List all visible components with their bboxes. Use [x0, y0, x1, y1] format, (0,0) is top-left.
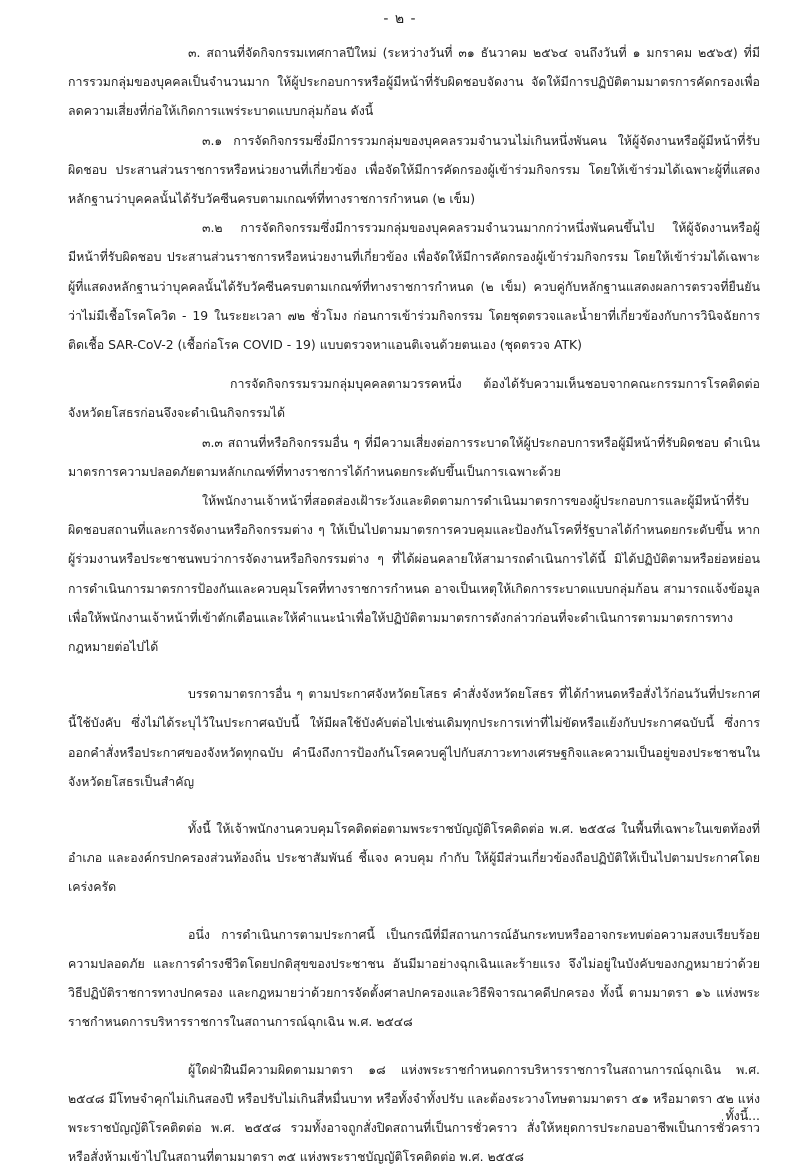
paragraph-approval: การจัดกิจกรรมรวมกลุ่มบุคคลตามวรรคหนึ่ง ต้องได้รับความเห็นชอบจากคณะกรรมการโรคติดต่อจังหวัดยโสธรก่อนจึงจะดำเนินกิจกรรมได้ — [68, 369, 760, 427]
document-body — [68, 38, 760, 1171]
paragraph-enforcement: ทั้งนี้ ให้เจ้าพนักงานควบคุมโรคติดต่อตามพระราชบัญญัติโรคติดต่อ พ.ศ. ๒๕๕๘ ในพื้นที่เฉพาะในเขตท้องที่อำเภอ และองค์กรปกครองส่วนท้องถิ่น ประชาสัมพันธ์ ชี้แจง ควบคุม กำกับ ให้ผู้มีส่วนเกี่ยวข้องถือปฏิบัติให้เป็นไปตามประกาศโดยเคร่งครัด — [68, 814, 760, 902]
paragraph-other-measures: บรรดามาตรการอื่น ๆ ตามประกาศจังหวัดยโสธร คำสั่งจังหวัดยโสธร ที่ได้กำหนดหรือสั่งไว้ก่อนวันที่ประกาศนี้ใช้บังคับ ซึ่งไม่ได้ระบุไว้ในประกาศฉบับนี้ ให้มีผลใช้บังคับต่อไปเช่นเดิมทุกประการเท่าที่ไม่ขัดหรือแย้งกับประกาศฉบับนี้ ซึ่งการออกคำสั่งหรือประกาศของจังหวัดทุกฉบับ คำนึงถึงการป้องกันโรคควบคู่ไปกับสภาวะทางเศรษฐกิจและความเป็นอยู่ของประชาชนในจังหวัดยโสธรเป็นสำคัญ — [68, 679, 760, 796]
paragraph-item-3-3: ๓.๓ สถานที่หรือกิจกรรมอื่น ๆ ที่มีความเสี่ยงต่อการระบาดให้ผู้ประกอบการหรือผู้มีหน้าที่รับผิดชอบ ดำเนินมาตรการความปลอดภัยตามหลักเกณฑ์ที่ทางราชการได้กำหนดยกระดับขึ้นเป็นการเฉพาะด้วย — [68, 428, 760, 486]
continuation-marker: ทั้งนี้... — [725, 1107, 760, 1126]
paragraph-penalty: ผู้ใดฝ่าฝืนมีความผิดตามมาตรา ๑๘ แห่งพระราชกำหนดการบริหารราชการในสถานการณ์ฉุกเฉิน พ.ศ. ๒๕๔๘ มีโทษจำคุกไม่เกินสองปี หรือปรับไม่เกินสี่หมื่นบาท หรือทั้งจำทั้งปรับ และต้องระวางโทษตามมาตรา ๕๑ หรือมาตรา ๕๒ แห่งพระราชบัญญัติโรคติดต่อ พ.ศ. ๒๕๕๘ รวมทั้งอาจถูกสั่งปิดสถานที่เป็นการชั่วคราว สั่งให้หยุดการประกอบอาชีพเป็นการชั่วคราว หรือสั่งห้ามเข้าไปในสถานที่ตามมาตรา ๓๕ แห่งพระราชบัญญัติโรคติดต่อ พ.ศ. ๒๕๕๘ — [68, 1055, 760, 1171]
page-number: - ๒ - — [0, 8, 800, 30]
paragraph-item-3: ๓. สถานที่จัดกิจกรรมเทศกาลปีใหม่ (ระหว่างวันที่ ๓๑ ธันวาคม ๒๕๖๔ จนถึงวันที่ ๑ มกราคม ๒๕๖๕) ที่มีการรวมกลุ่มของบุคคลเป็นจำนวนมาก ให้ผู้ประกอบการหรือผู้มีหน้าที่รับผิดชอบจัดงาน จัดให้มีการปฏิบัติตามมาตรการคัดกรองเพื่อลดความเสี่ยงที่ก่อให้เกิดการแพร่ระบาดแบบกลุ่มก้อน ดังนี้ — [68, 38, 760, 126]
paragraph-item-3-2: ๓.๒ การจัดกิจกรรมซึ่งมีการรวมกลุ่มของบุคคลรวมจำนวนมากกว่าหนึ่งพันคนขึ้นไป ให้ผู้จัดงานหรือผู้มีหน้าที่รับผิดชอบ ประสานส่วนราชการหรือหน่วยงานที่เกี่ยวข้อง เพื่อจัดให้มีการคัดกรองผู้เข้าร่วมกิจกรรม โดยให้เข้าร่วมได้เฉพาะผู้ที่แสดงหลักฐานว่าบุคคลนั้นได้รับวัคซีนครบตามเกณฑ์ที่ทางราชการกำหนด (๒ เข็ม) ควบคู่กับหลักฐานแสดงผลการตรวจที่ยืนยันว่าไม่มีเชื้อโรคโควิด - 19 ในระยะเวลา ๗๒ ชั่วโมง ก่อนการเข้าร่วมกิจกรรม โดยชุดตรวจและน้ำยาที่เกี่ยวข้องกับการวินิจฉัยการติดเชื้อ SAR-CoV-2 (เชื้อก่อโรค COVID - 19) แบบตรวจหาแอนติเจนด้วยตนเอง (ชุดตรวจ ATK) — [68, 213, 760, 359]
paragraph-officer-monitoring: ให้พนักงานเจ้าหน้าที่สอดส่องเฝ้าระวังและติดตามการดำเนินมาตรการของผู้ประกอบการและผู้มีหน้าที่รับผิดชอบสถานที่และการจัดงานหรือกิจกรรมต่าง ๆ ให้เป็นไปตามมาตรการควบคุมและป้องกันโรคที่รัฐบาลได้กำหนดยกระดับขึ้น หากผู้ร่วมงานหรือประชาชนพบว่าการจัดงานหรือกิจกรรมต่าง ๆ ที่ได้ผ่อนคลายให้สามารถดำเนินการได้นี้ มิได้ปฏิบัติตามหรือย่อหย่อนการดำเนินการมาตรการป้องกันและควบคุมโรคที่ทางราชการกำหนด อาจเป็นเหตุให้เกิดการระบาดแบบกลุ่มก้อน สามารถแจ้งข้อมูลเพื่อให้พนักงานเจ้าหน้าที่เข้าตักเตือนและให้คำแนะนำเพื่อให้ปฏิบัติตามมาตรการดังกล่าวก่อนที่จะดำเนินการตามมาตรการทางกฎหมายต่อไปได้ — [68, 486, 760, 661]
paragraph-emergency-exemption: อนึ่ง การดำเนินการตามประกาศนี้ เป็นกรณีที่มีสถานการณ์อันกระทบหรืออาจกระทบต่อความสงบเรียบร้อย ความปลอดภัย และการดำรงชีวิตโดยปกติสุขของประชาชน อันมีมาอย่างฉุกเฉินและร้ายแรง จึงไม่อยู่ในบังคับของกฎหมายว่าด้วยวิธีปฏิบัติราชการทางปกครอง และกฎหมายว่าด้วยการจัดตั้งศาลปกครองและวิธีพิจารณาคดีปกครอง ทั้งนี้ ตามมาตรา ๑๖ แห่งพระราชกำหนดการบริหารราชการในสถานการณ์ฉุกเฉิน พ.ศ. ๒๕๔๘ — [68, 920, 760, 1037]
paragraph-item-3-1: ๓.๑ การจัดกิจกรรมซึ่งมีการรวมกลุ่มของบุคคลรวมจำนวนไม่เกินหนึ่งพันคน ให้ผู้จัดงานหรือผู้มีหน้าที่รับผิดชอบ ประสานส่วนราชการหรือหน่วยงานที่เกี่ยวข้อง เพื่อจัดให้มีการคัดกรองผู้เข้าร่วมกิจกรรม โดยให้เข้าร่วมได้เฉพาะผู้ที่แสดงหลักฐานว่าบุคคลนั้นได้รับวัคซีนครบตามเกณฑ์ที่ทางราชการกำหนด (๒ เข็ม) — [68, 126, 760, 214]
